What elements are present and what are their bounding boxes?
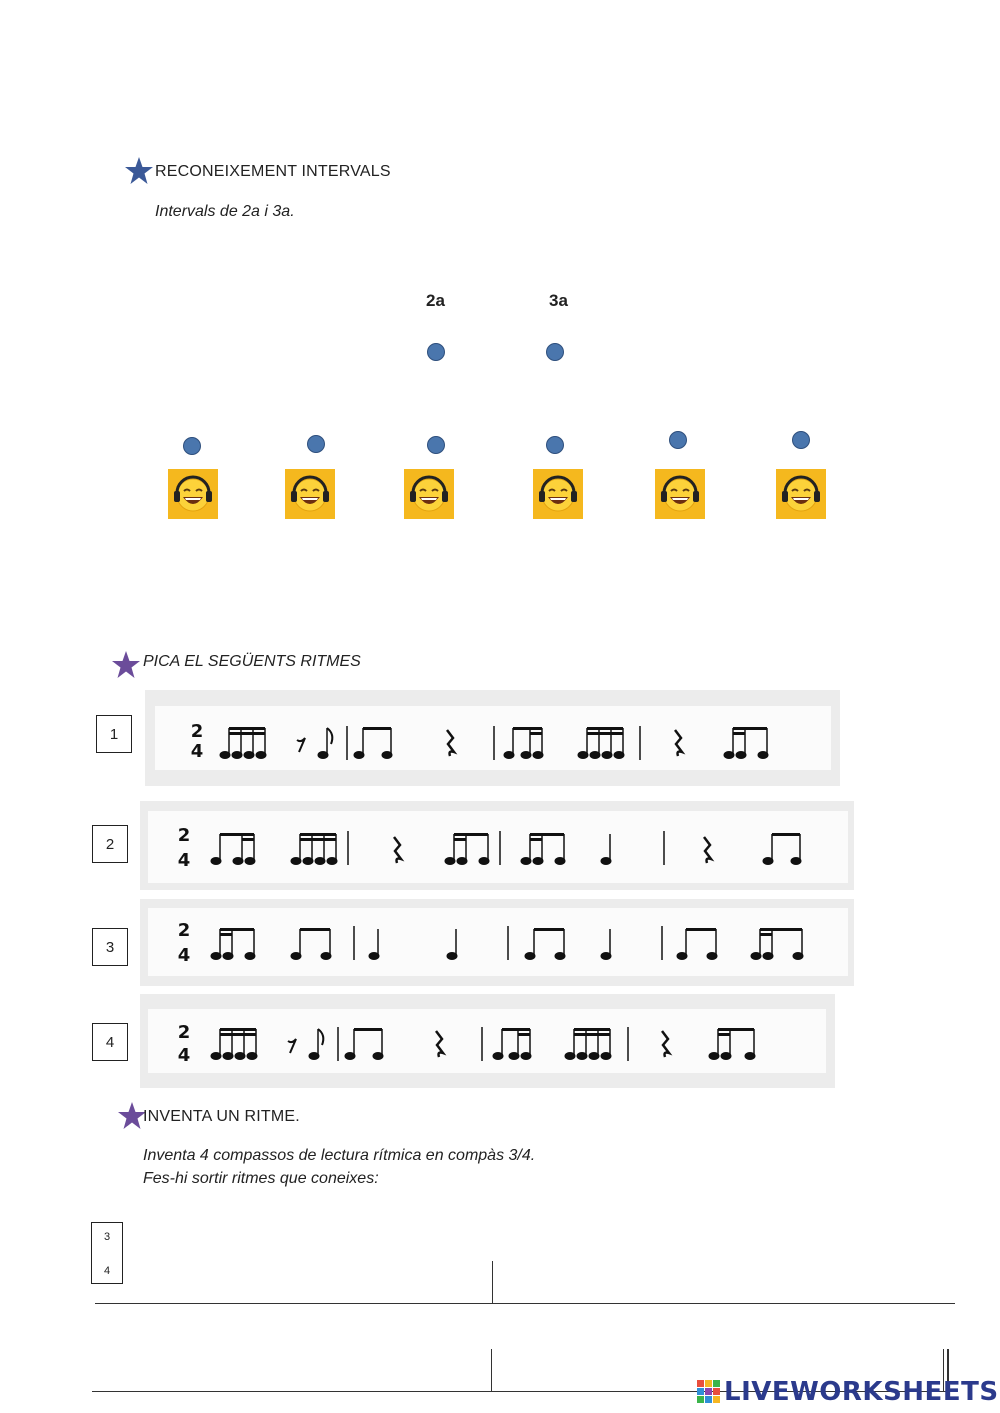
section-title-invent: INVENTA UN RITME.: [143, 1108, 300, 1125]
time-signature-bottom: 4: [177, 1045, 191, 1066]
rhythm-row[interactable]: [140, 801, 854, 890]
time-signature-top: 3: [104, 1231, 111, 1243]
answer-dot[interactable]: [183, 437, 201, 455]
time-signature-top: 2: [190, 721, 204, 742]
headphones-emoji-icon[interactable]: [776, 469, 826, 519]
rhythm-number-box: 1: [96, 715, 132, 753]
rhythm-row[interactable]: [140, 899, 854, 986]
section-title-intervals: RECONEIXEMENT INTERVALS: [155, 163, 391, 180]
rhythm-number-box: 4: [92, 1023, 128, 1061]
time-signature-top: 2: [177, 920, 191, 941]
rhythm-number-box: 3: [92, 928, 128, 966]
headphones-emoji-icon[interactable]: [655, 469, 705, 519]
interval-label-3a: 3a: [549, 291, 568, 310]
headphones-emoji-icon[interactable]: [285, 469, 335, 519]
liveworksheets-logo-icon: [697, 1380, 721, 1404]
time-signature-box: [91, 1222, 123, 1284]
bar-line: [491, 1349, 492, 1392]
answer-dot[interactable]: [427, 343, 445, 361]
answer-dot[interactable]: [792, 431, 810, 449]
time-signature-bottom: 4: [177, 850, 191, 871]
time-signature-top: 2: [177, 825, 191, 846]
invent-instruction-1: Inventa 4 compassos de lectura rítmica en compàs 3/4.: [143, 1147, 536, 1164]
rhythm-row[interactable]: [140, 994, 835, 1088]
star-icon: [124, 156, 154, 186]
intervals-subtitle: Intervals de 2a i 3a.: [155, 203, 295, 220]
time-signature-bottom: 4: [104, 1265, 111, 1277]
time-signature-bottom: 4: [190, 741, 204, 762]
invent-instruction-2: Fes-hi sortir ritmes que coneixes:: [143, 1170, 379, 1187]
rhythm-notation: [208, 918, 838, 968]
staff-line: [95, 1303, 955, 1304]
rhythm-row[interactable]: [145, 690, 840, 786]
rhythm-notation: [219, 716, 829, 766]
headphones-emoji-icon[interactable]: [404, 469, 454, 519]
rhythm-number-box: 2: [92, 825, 128, 863]
interval-label-2a: 2a: [426, 291, 445, 310]
rhythm-notation: [210, 1017, 822, 1067]
answer-dot[interactable]: [669, 431, 687, 449]
answer-dot[interactable]: [427, 436, 445, 454]
time-signature-top: 2: [177, 1022, 191, 1043]
section-title-rhythms: PICA EL SEGÜENTS RITMES: [143, 653, 361, 670]
answer-dot[interactable]: [546, 343, 564, 361]
time-signature-bottom: 4: [177, 945, 191, 966]
headphones-emoji-icon[interactable]: [168, 469, 218, 519]
star-icon: [111, 650, 141, 680]
bar-line: [492, 1261, 493, 1304]
answer-dot[interactable]: [546, 436, 564, 454]
headphones-emoji-icon[interactable]: [533, 469, 583, 519]
liveworksheets-logo-text: LIVEWORKSHEETS: [724, 1377, 999, 1407]
rhythm-notation: [208, 823, 838, 873]
answer-dot[interactable]: [307, 435, 325, 453]
